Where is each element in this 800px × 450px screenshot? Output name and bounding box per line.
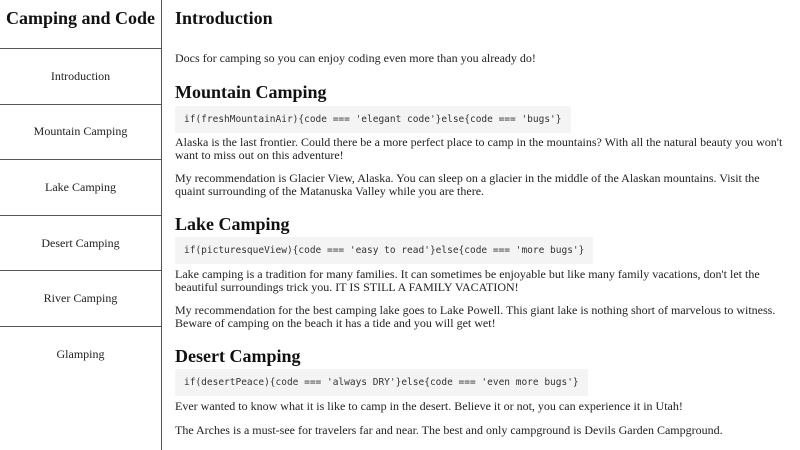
section-text: Docs for camping so you can enjoy coding even more than you already do! [175, 51, 536, 65]
nav-link-lake-camping[interactable]: Lake Camping [0, 160, 161, 216]
nav-title: Camping and Code [0, 0, 161, 49]
code-block: if(picturesqueView){code === 'easy to read'}else{code === 'more bugs'} [175, 237, 593, 264]
section-text: Ever wanted to know what it is like to camp in the desert. Believe it or not, you can experience it in Utah! [175, 399, 683, 413]
code-block: if(freshMountainAir){code === 'elegant code'}else{code === 'bugs'} [175, 106, 571, 133]
nav-link-mountain-camping[interactable]: Mountain Camping [0, 105, 161, 161]
section-text: Lake camping is a tradition for many families. It can sometimes be enjoyable but like many family vacations, don't let the beautiful surroundings trick you. IT IS STILL A FAMILY VACATION! [175, 267, 760, 294]
navbar [0, 0, 162, 450]
section-title: Mountain Camping [175, 82, 327, 102]
nav-link-glamping[interactable]: Glamping [56, 346, 105, 361]
nav-link-river-camping[interactable]: River Camping [0, 271, 161, 327]
section-title: Lake Camping [175, 214, 290, 234]
section-text: Alaska is the last frontier. Could there be a more perfect place to camp in the mountains? With all the natural beauty you won't want to miss out on this adventure! [175, 135, 783, 162]
section-title: Introduction [175, 8, 273, 28]
nav-link-desert-camping[interactable]: Desert Camping [0, 216, 161, 272]
section-text: The Arches is a must-see for travelers far and near. The best and only campground is Devils Garden Campground. [175, 423, 723, 437]
section-title: Desert Camping [175, 346, 301, 366]
nav-link-introduction[interactable]: Introduction [0, 49, 161, 105]
main-doc [175, 0, 795, 450]
section-text: My recommendation is Glacier View, Alaska. You can sleep on a glacier in the middle of the Alaskan mountains. Visit the quaint surrounding of the Matanuska Valley while you are there. [175, 171, 760, 198]
section-text: My recommendation for the best camping lake goes to Lake Powell. This giant lake is nothing short of marvelous to witness. Beware of camping on the beach it has a tide and you will get wet! [175, 303, 776, 330]
code-block: if(desertPeace){code === 'always DRY'}else{code === 'even more bugs'} [175, 369, 588, 396]
